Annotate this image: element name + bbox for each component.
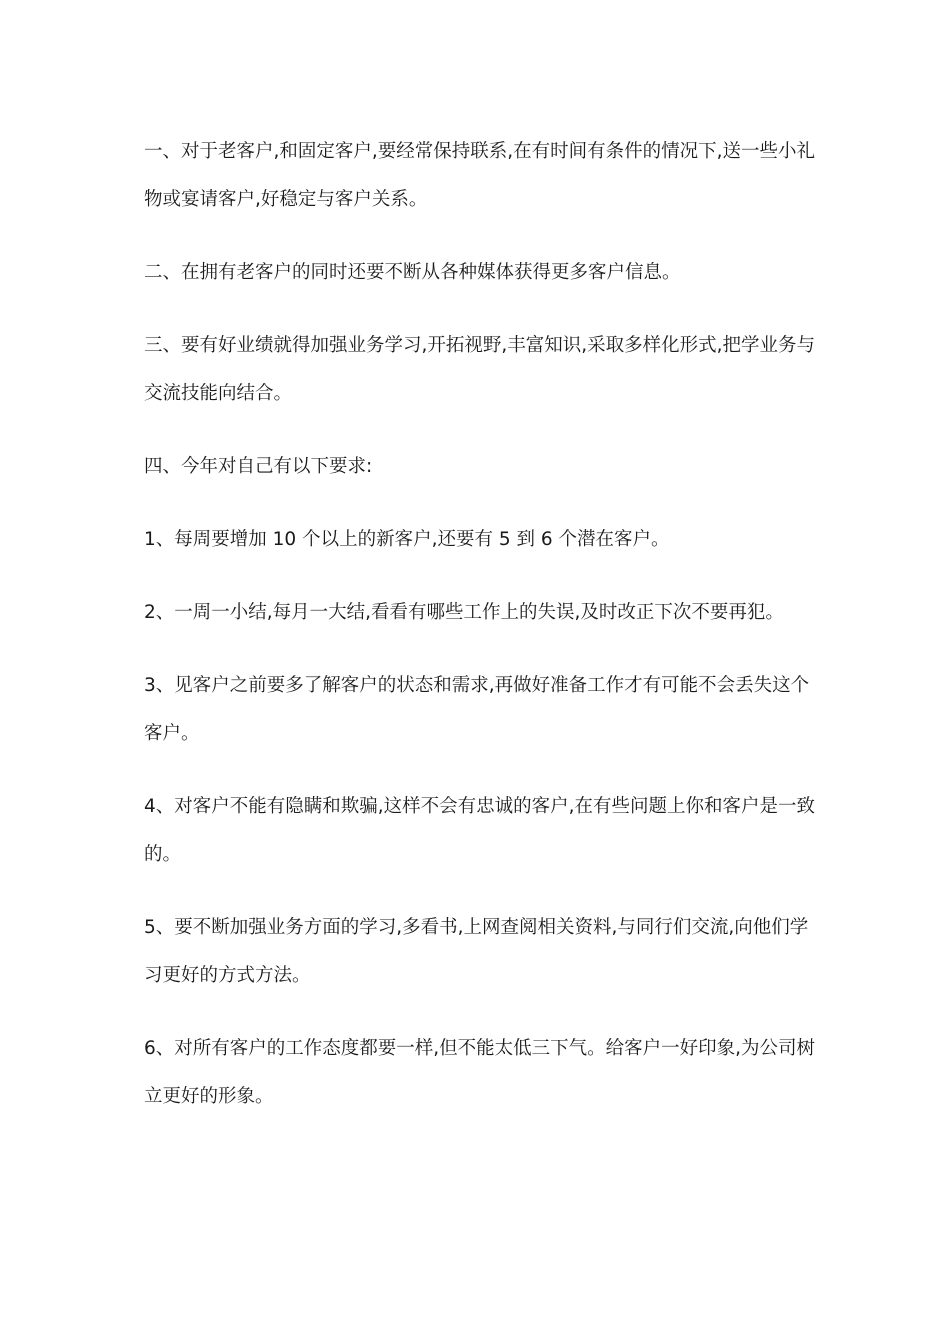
paragraph-1: 一、对于老客户,和固定客户,要经常保持联系,在有时间有条件的情况下,送一些小礼物或宴请客户,好稳定与客户关系。 — [144, 141, 816, 210]
paragraph-3: 三、要有好业绩就得加强业务学习,开拓视野,丰富知识,采取多样化形式,把学业务与交流技能向结合。 — [144, 335, 816, 404]
paragraph-2: 二、在拥有老客户的同时还要不断从各种媒体获得更多客户信息。 — [144, 262, 681, 283]
paragraph-10: 6、对所有客户的工作态度都要一样,但不能太低三下气。给客户一好印象,为公司树立更好的形象。 — [144, 1038, 816, 1107]
paragraph-6: 2、一周一小结,每月一大结,看看有哪些工作上的失误,及时改正下次不要再犯。 — [144, 602, 784, 623]
document-body — [144, 128, 816, 1146]
paragraph-9: 5、要不断加强业务方面的学习,多看书,上网查阅相关资料,与同行们交流,向他们学习更好的方式方法。 — [144, 917, 809, 986]
paragraph-8: 4、对客户不能有隐瞒和欺骗,这样不会有忠诚的客户,在有些问题上你和客户是一致的。 — [144, 796, 816, 865]
paragraph-7: 3、见客户之前要多了解客户的状态和需求,再做好准备工作才有可能不会丢失这个客户。 — [144, 675, 810, 744]
paragraph-5: 1、每周要增加 10 个以上的新客户,还要有 5 到 6 个潜在客户。 — [144, 529, 670, 550]
paragraph-4: 四、今年对自己有以下要求: — [144, 456, 373, 477]
